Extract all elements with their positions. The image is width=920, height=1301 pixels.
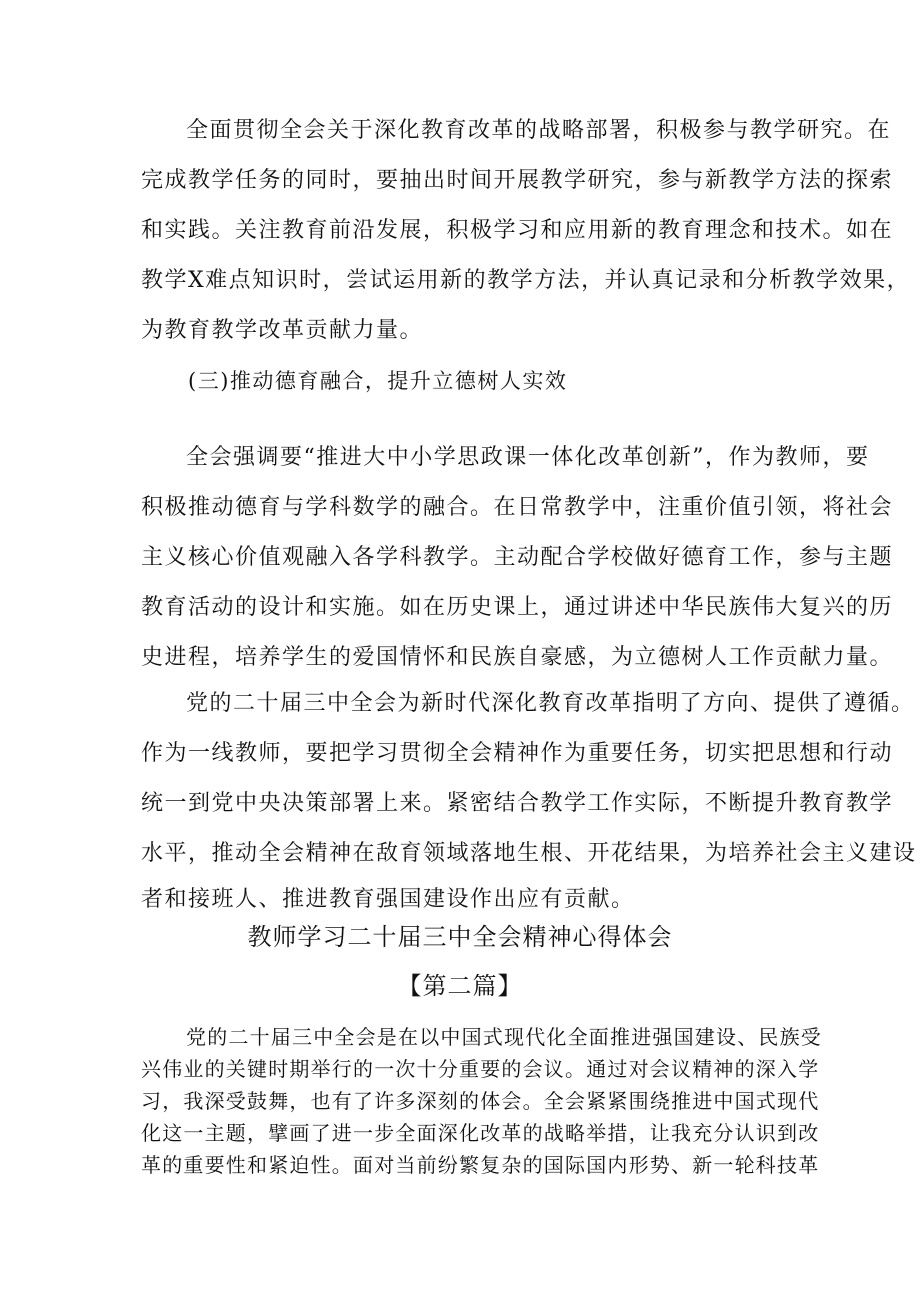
text-line: 者和接班人、推进教育强国建设作出应有贡献。 <box>141 887 635 912</box>
document-title: 教师学习二十届三中全会精神心得体会 <box>247 925 673 951</box>
part-label: 【第二篇】 <box>397 974 523 1000</box>
text-line: 和实践。关注教育前沿发展，积极学习和应用新的教育理念和技术。如在 <box>141 218 894 243</box>
text-line: 主义核心价值观融入各学科教学。主动配合学校做好德育工作，参与主题 <box>141 545 894 570</box>
text-line: 史进程，培养学生的爱国情怀和民族自豪感，为立德树人工作贡献力量。 <box>141 645 894 670</box>
text-line: 全面贯彻全会关于深化教育改革的战略部署，积极参与教学研究。在 <box>186 118 892 143</box>
text-line: 党的二十届三中全会为新时代深化教育改革指明了方向、提供了遵循。 <box>186 691 915 716</box>
text-line: 习，我深受鼓舞，也有了许多深刻的体会。全会紧紧围绕推进中国式现代 <box>141 1089 820 1113</box>
text-line: 教育活动的设计和实施。如在历史课上，通过讲述中华民族伟大复兴的历 <box>141 595 894 620</box>
text-line: 革的重要性和紧迫性。面对当前纷繁复杂的国际国内形势、新一轮科技革 <box>141 1153 820 1177</box>
text-line: 完成教学任务的同时，要抽出时间开展教学研究，参与新教学方法的探索 <box>141 168 894 193</box>
text-line: 党的二十届三中全会是在以中国式现代化全面推进强国建设、民族受 <box>186 1025 822 1049</box>
text-line: 作为一线教师，要把学习贯彻全会精神作为重要任务，切实把思想和行动 <box>141 741 894 766</box>
text-line: 积极推动德育与学科数学的融合。在日常教学中，注重价值引领，将社会 <box>141 495 894 520</box>
text-line: 全会强调要“推进大中小学思政课一体化改革创新”，作为教师，要 <box>186 445 870 470</box>
section-heading: (三)推动德育融合，提升立德树人实效 <box>188 369 568 393</box>
text-line: 为教育教学改革贡献力量。 <box>141 318 424 343</box>
text-line: 统一到党中央决策部署上来。紧密结合教学工作实际，不断提升教育教学 <box>141 791 894 816</box>
text-line: 水平，推动全会精神在敌育领域落地生根、开花结果，为培养社会主义建设 <box>141 841 917 866</box>
text-line: 教学X难点知识时，尝试运用新的教学方法，并认真记录和分析教学效果， <box>141 268 911 293</box>
text-line: 化这一主题，擘画了进一步全面深化改革的战略举措，让我充分认识到改 <box>141 1121 820 1145</box>
text-line: 兴伟业的关键时期举行的一次十分重要的会议。通过对会议精神的深入学 <box>141 1057 820 1081</box>
